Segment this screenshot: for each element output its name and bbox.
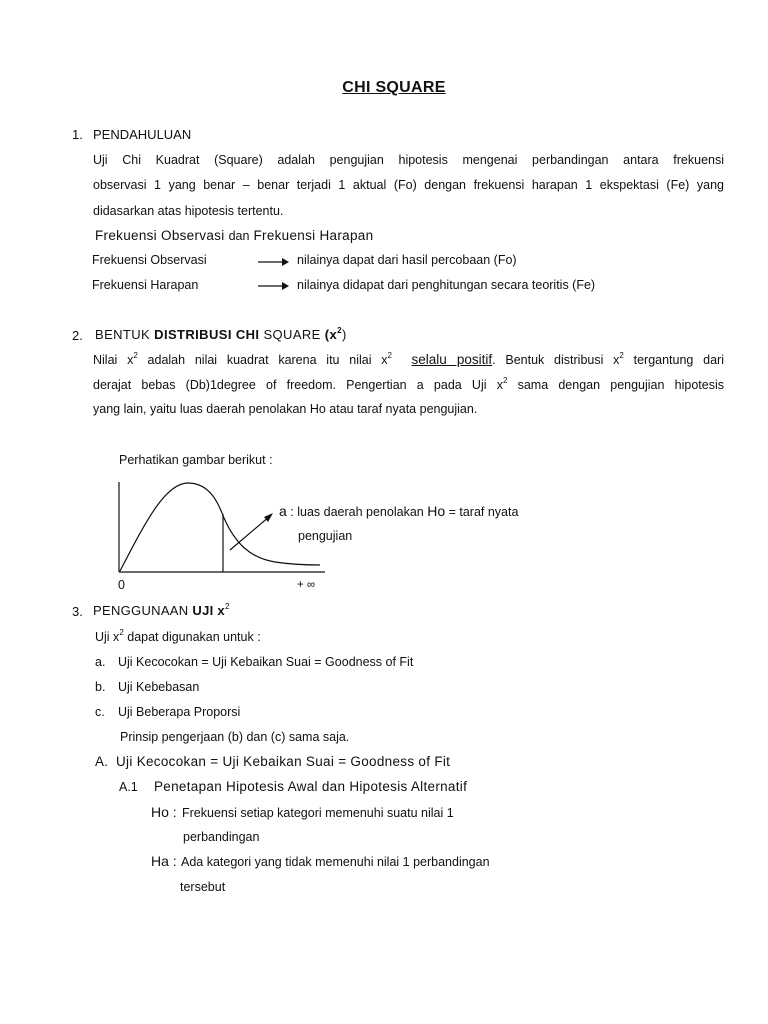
principle-text: Prinsip pengerjaan (b) dan (c) sama saja. [120,730,350,744]
list-item: Uji Beberapa Proporsi [118,705,241,719]
ha-label: Ha : [151,853,177,869]
ha-text-line-2: tersebut [180,880,226,894]
figure-label-line-2: pengujian [298,529,353,543]
section-2-line-3: yang lain, yaitu luas daerah penolakan Ho atau taraf nyata pengujian. [93,402,478,416]
subsection-A1-marker: A.1 [119,780,138,794]
section-2-heading: BENTUK DISTRIBUSI CHI SQUARE $(x^2)$ [95,326,347,342]
figure-intro: Perhatikan gambar berikut : [119,453,273,467]
section-1-subheading: Frekuensi Observasi dan Frekuensi Harapan [95,228,374,243]
section-3-heading: PENGGUNAAN UJI $x^2$ [93,602,230,618]
section-2-line-1: Nilai $x^2$ adalah nilai kuadrat karena itu nilai $x^2$ selalu positif. Bentuk distribusi $x^2$ tergantung dari [93,351,724,367]
arrow-right-icon [258,280,290,292]
density-curve [120,483,320,571]
freq-row-desc: nilainya didapat dari penghitungan secara teoritis (Fe) [297,278,596,292]
section-1-para-line-2: observasi 1 yang benar – benar terjadi 1 aktual (Fo) dengan frekuensi harapan 1 ekspektasi (Fe) yang [93,178,724,192]
axis-label-infinity: + ∞ [297,579,316,591]
section-1-para-line-1: Uji Chi Kuadrat (Square) adalah pengujian hipotesis mengenai perbandingan antara frekuensi [93,153,724,167]
freq-row-label: Frekuensi Harapan [92,278,199,292]
page-title: CHI SQUARE [342,79,446,96]
freq-row-label: Frekuensi Observasi [92,253,207,267]
ho-label: Ho : [151,804,177,820]
section-1-para-line-3: didasarkan atas hipotesis tertentu. [93,204,284,218]
section-2-number: 2. [72,328,83,343]
section-2-line-2: derajat bebas (Db)1degree of freedom. Pengertian a pada Uji $x^2$ sama dengan pengujian hipotesis [93,376,724,392]
chi-square-figure [110,478,353,578]
list-item: Uji Kebebasan [118,680,200,694]
axis-label-zero: 0 [118,578,125,592]
list-marker: b. [95,680,106,694]
ho-text-line-2: perbandingan [183,830,260,844]
list-item: Uji Kecocokan = Uji Kebaikan Suai = Goodness of Fit [118,655,414,669]
section-3-number: 3. [72,604,83,619]
subsection-A1-title: Penetapan Hipotesis Awal dan Hipotesis Alternatif [154,779,468,794]
section-3-intro: Uji $x^2$ dapat digunakan untuk : [95,628,261,644]
list-marker: c. [95,705,105,719]
list-marker: a. [95,655,106,669]
ho-text: Frekuensi setiap kategori memenuhi suatu nilai 1 [182,806,454,820]
section-1-number: 1. [72,127,83,142]
figure-label-alpha: a : luas daerah penolakan Ho = taraf nyata [279,503,519,519]
freq-row-desc: nilainya dapat dari hasil percobaan (Fo) [297,253,517,267]
section-1-heading: PENDAHULUAN [93,127,192,142]
ha-text: Ada kategori yang tidak memenuhi nilai 1 perbandingan [181,855,490,869]
subsection-A-marker: A. [95,754,109,769]
subsection-A-title: Uji Kecocokan = Uji Kebaikan Suai = Goodness of Fit [116,754,451,769]
pointer-arrow [230,516,270,550]
arrow-right-icon [258,256,290,268]
